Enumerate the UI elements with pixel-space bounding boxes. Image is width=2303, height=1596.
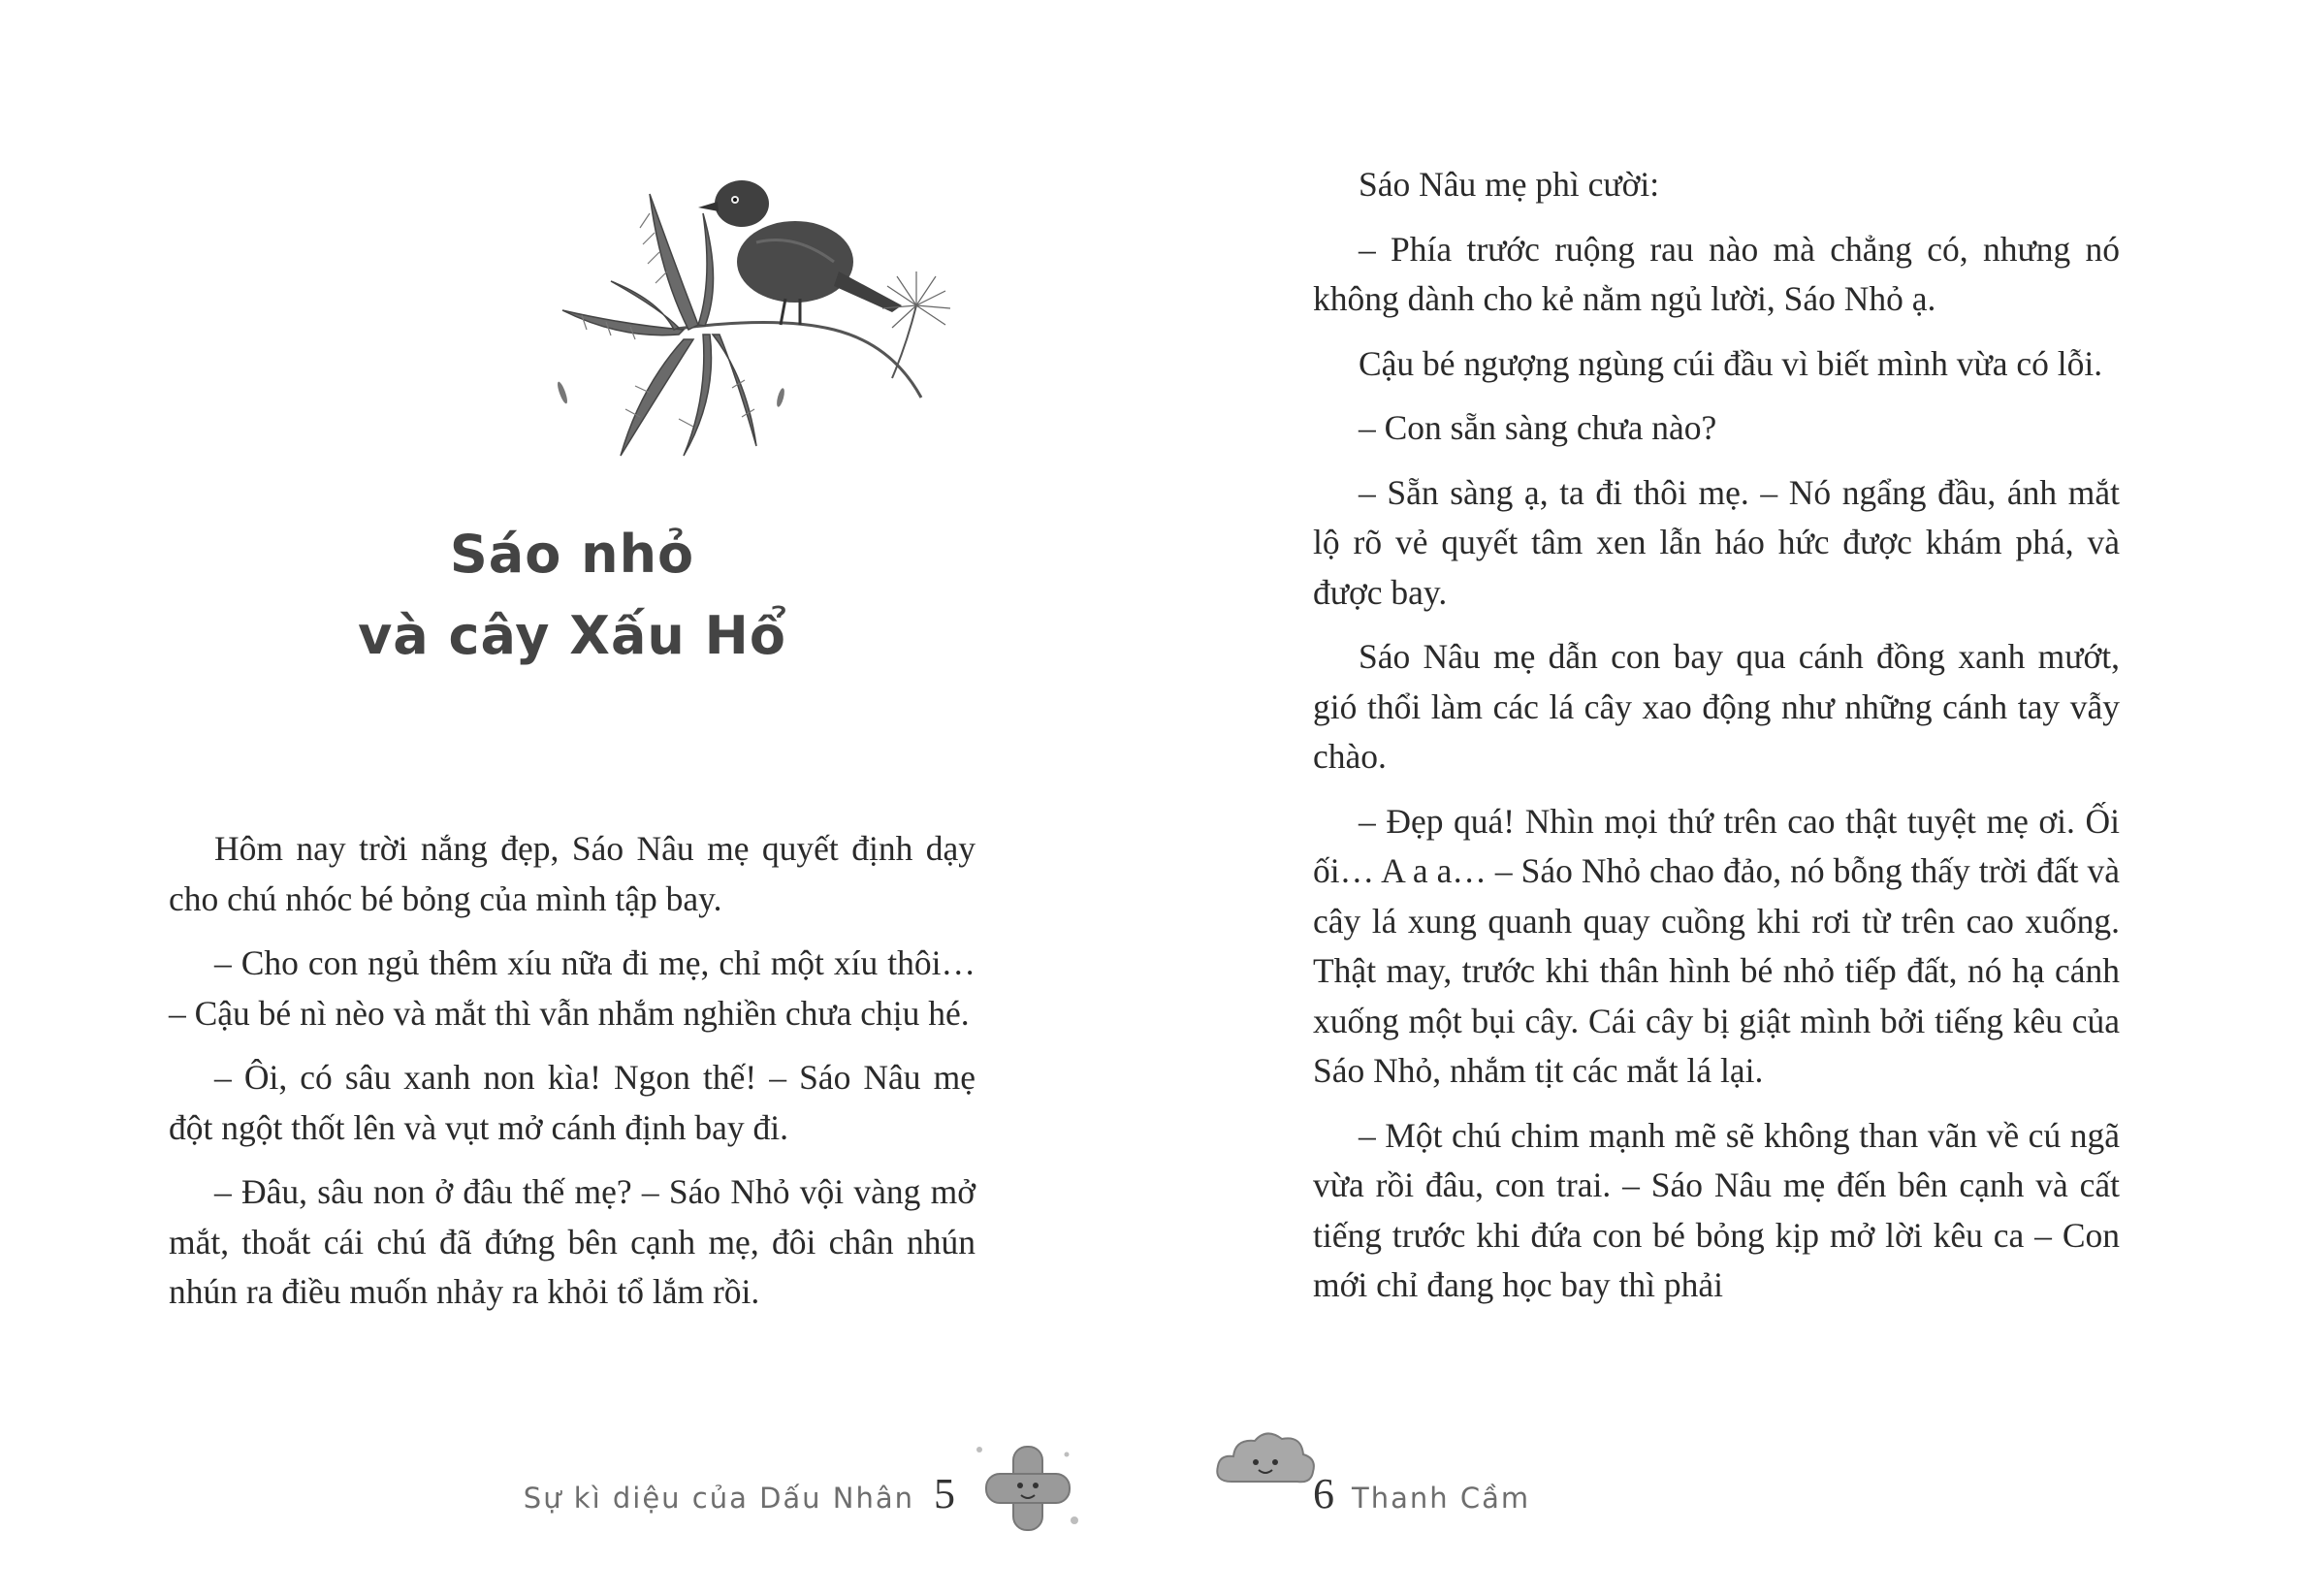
left-page-body	[169, 824, 976, 1332]
paragraph: Hôm nay trời nắng đẹp, Sáo Nâu mẹ quyết định dạy cho chú nhóc bé bỏng của mình tập bay.	[169, 829, 976, 918]
paragraph: Sáo Nâu mẹ dẫn con bay qua cánh đồng xanh mướt, gió thổi làm các lá cây xao động như những cánh tay vẫy chào.	[1313, 637, 2120, 776]
paragraph: – Ôi, có sâu xanh non kìa! Ngon thế! – Sáo Nâu mẹ đột ngột thốt lên và vụt mở cánh định bay đi.	[169, 1058, 976, 1147]
right-page-body	[1313, 160, 2120, 1325]
author-name: Thanh Cầm	[1352, 1482, 1531, 1515]
paragraph: Sáo Nâu mẹ phì cười:	[1359, 165, 1660, 204]
falling-leaves	[556, 381, 785, 408]
chapter-title-line-2: và cây Xấu Hổ	[358, 605, 786, 666]
paragraph: – Con sẵn sàng chưa nào?	[1359, 408, 1717, 447]
paragraph: – Đẹp quá! Nhìn mọi thứ trên cao thật tuyệt mẹ ơi. Ối ối… A a a… – Sáo Nhỏ chao đảo, nó bỗng thấy trời đất và cây lá xung quanh quay cuồng khi rơi từ trên cao xuống. Thật may, trước khi thân hình bé nhỏ tiếp đất, nó hạ cánh xuống một bụi cây. Cái cây bị giật mình bởi tiếng kêu của Sáo Nhỏ, nhắm tịt các mắt lá lại.	[1313, 801, 2120, 1090]
bird-figure	[698, 180, 902, 325]
paragraph: – Phía trước ruộng rau nào mà chẳng có, nhưng nó không dành cho kẻ nằm ngủ lười, Sáo Nhỏ ạ.	[1313, 229, 2120, 318]
chapter-title	[320, 514, 824, 677]
page-number-right: 6	[1313, 1470, 1334, 1517]
puff-flower	[882, 271, 950, 328]
bird-on-mimosa-illustration	[504, 136, 989, 524]
paragraph: – Đâu, sâu non ở đâu thế mẹ? – Sáo Nhỏ vội vàng mở mắt, thoắt cái chú đã đứng bên cạnh mẹ, đôi chân nhún nhún ra điều muốn nhảy ra khỏi tổ lắm rồi.	[169, 1172, 976, 1311]
paragraph: Cậu bé ngượng ngùng cúi đầu vì biết mình vừa có lỗi.	[1359, 343, 2103, 383]
cloud-icon	[1212, 1425, 1319, 1493]
paragraph: – Sẵn sàng ạ, ta đi thôi mẹ. – Nó ngẩng đầu, ánh mắt lộ rõ vẻ quyết tâm xen lẫn háo hức được khám phá, và được bay.	[1313, 472, 2120, 612]
left-page-footer	[524, 1469, 955, 1518]
paragraph: – Cho con ngủ thêm xíu nữa đi mẹ, chỉ một xíu thôi… – Cậu bé nì nèo và mắt thì vẫn nhắm nghiền chưa chịu hé.	[169, 943, 976, 1033]
paragraph: – Một chú chim mạnh mẽ sẽ không than vãn về cú ngã vừa rồi đâu, con trai. – Sáo Nâu mẹ đến bên cạnh và cất tiếng trước khi đứa con bé bỏng kịp mở lời kêu ca – Con mới chỉ đang học bay thì phải	[1313, 1115, 2120, 1304]
right-page-footer	[1313, 1469, 1530, 1518]
plus-sign-icon	[970, 1435, 1086, 1542]
running-title: Sự kì diệu của Dấu Nhân	[523, 1482, 914, 1515]
page-number-left: 5	[934, 1470, 955, 1517]
chapter-title-line-1: Sáo nhỏ	[449, 524, 695, 585]
